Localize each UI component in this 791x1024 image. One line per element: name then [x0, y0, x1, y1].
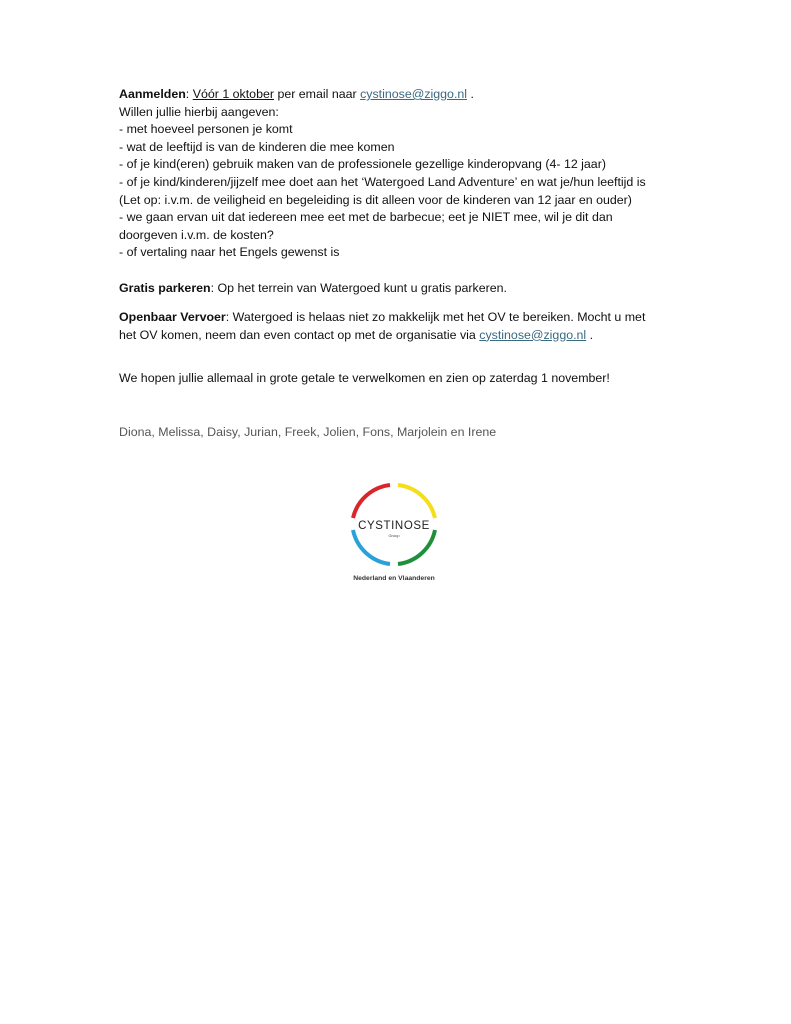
signup-deadline: Vóór 1 oktober: [192, 87, 274, 101]
spacer: [119, 262, 679, 280]
spacer: [119, 388, 679, 424]
list-item: - met hoeveel personen je komt: [119, 122, 293, 137]
signup-email-link[interactable]: cystinose@ziggo.nl: [360, 87, 468, 101]
transport-label: Openbaar Vervoer: [119, 310, 226, 325]
signup-intro: Willen jullie hierbij aangeven:: [119, 104, 279, 119]
list-item: - wat de leeftijd is van de kinderen die mee komen: [119, 139, 395, 154]
transport-line: [119, 309, 679, 327]
parking-label: Gratis parkeren: [119, 280, 211, 295]
list-item: - of vertaling naar het Engels gewenst is: [119, 245, 340, 260]
parking-text: : Op het terrein van Watergoed kunt u gratis parkeren.: [210, 280, 507, 295]
document-body: [119, 86, 679, 442]
signup-via-text: per email naar: [277, 87, 357, 101]
cystinose-logo: [343, 478, 445, 588]
signers-text: Diona, Melissa, Daisy, Jurian, Freek, Jolien, Fons, Marjolein en Irene: [119, 424, 497, 439]
logo-sub: Group: [388, 533, 400, 538]
logo-arc-yellow: [398, 485, 435, 518]
list-item: - of je kind(eren) gebruik maken van de professionele gezellige kinderopvang (4- 12 jaar): [119, 157, 606, 172]
logo-tagline: Nederland en Vlaanderen: [353, 575, 435, 582]
signup-label: Aanmelden: [119, 87, 186, 101]
list-item: - we gaan ervan uit dat iedereen mee eet met de barbecue; eet je NIET mee, wil je dit dan: [119, 210, 613, 225]
transport-text-2: het OV komen, neem dan even contact op met de organisatie via: [119, 327, 476, 342]
parking-line: [119, 280, 679, 298]
transport-text-1: : Watergoed is helaas niet zo makkelijk met het OV te bereiken. Mocht u met: [225, 310, 646, 325]
transport-email-link[interactable]: cystinose@ziggo.nl: [479, 327, 587, 342]
spacer: [119, 344, 679, 370]
list-item: (Let op: i.v.m. de veiligheid en begeleiding is dit alleen voor de kinderen van 12 jaar en ouder): [119, 192, 632, 207]
transport-line-2: het OV komen, neem dan even contact op met de organisatie via cystinose@ziggo.nl .: [119, 327, 594, 342]
spacer: [119, 297, 679, 309]
signup-line: Aanmelden: Vóór 1 oktober per email naar cystinose@ziggo.nl .: [119, 87, 474, 101]
closing-text: We hopen jullie allemaal in grote getale te verwelkomen en zien op zaterdag 1 november!: [119, 371, 610, 386]
logo-arc-blue: [353, 530, 390, 564]
logo-arc-green: [398, 530, 435, 564]
logo-arc-red: [353, 485, 390, 518]
list-item: doorgeven i.v.m. de kosten?: [119, 227, 274, 242]
logo-name: CYSTINOSE: [358, 520, 430, 532]
list-item: - of je kind/kinderen/jijzelf mee doet aan het ‘Watergoed Land Adventure’ en wat je/hun leeftijd is: [119, 174, 646, 189]
